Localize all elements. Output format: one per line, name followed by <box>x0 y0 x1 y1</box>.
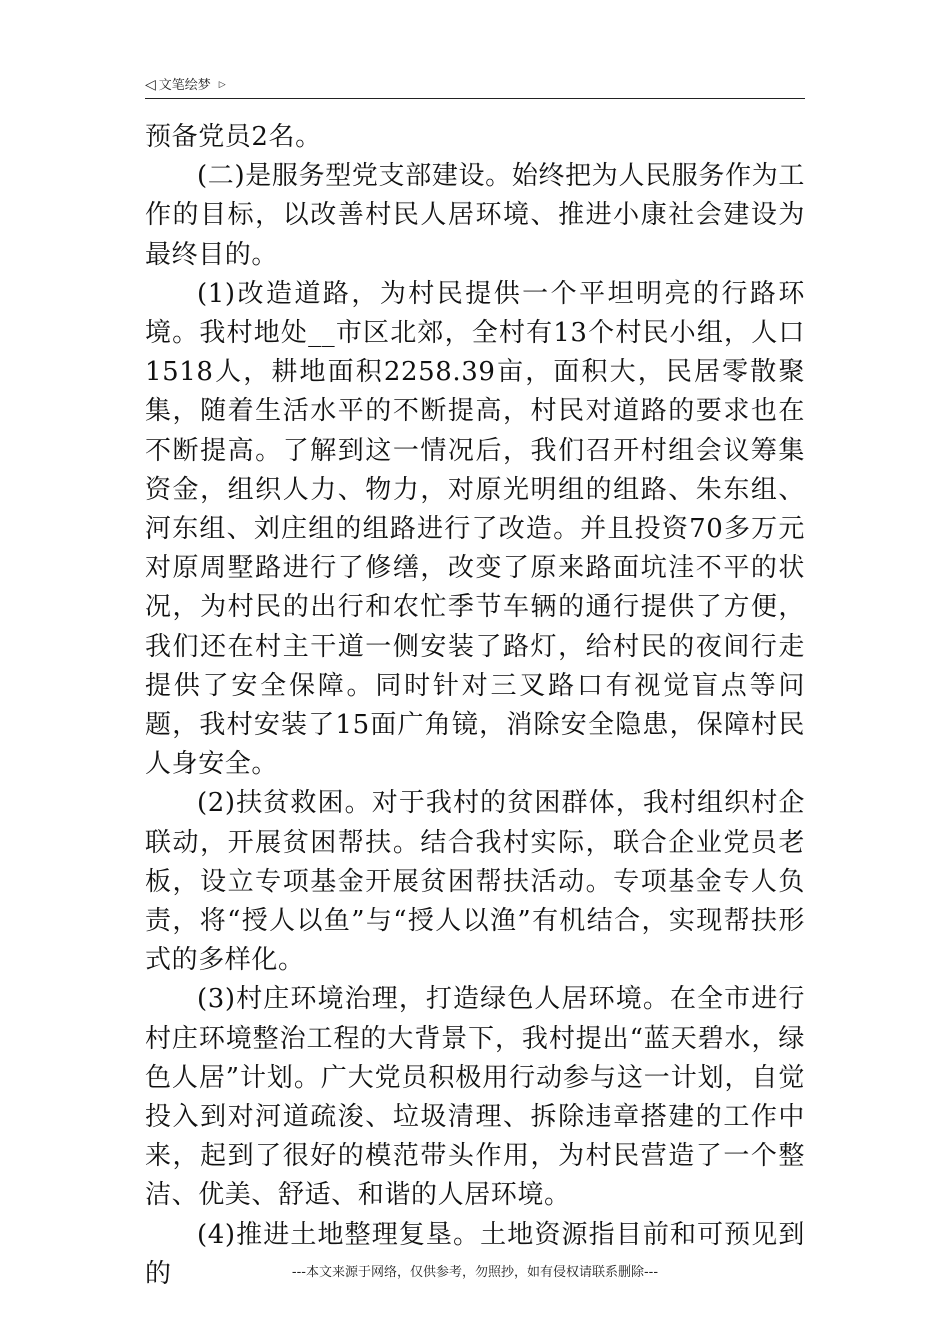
paragraph-land-reclamation: (4)推进土地整理复垦。土地资源指目前和可预见到的 <box>145 1219 805 1289</box>
left-triangle-icon: ◁ <box>145 77 156 93</box>
paragraph-poverty-relief: (2)扶贫救困。对于我村的贫困群体，我村组织村企联动，开展贫困帮扶。结合我村实际，联合企业党员老板，设立专项基金开展贫困帮扶活动。专项基金专人负责，将“授人以鱼”与“授人以渔”有机结合，实现帮扶形式的多样化。 <box>145 788 805 976</box>
paragraph-road-improvement: (1)改造道路，为村民提供一个平坦明亮的行路环境。我村地处__市区北郊，全村有13个村民小组，人口1518人，耕地面积2258.39亩，面积大，民居零散聚集，随着生活水平的不断提高，村民对道路的要求也在不断提高。了解到这一情况后，我们召开村组会议筹集资金，组织人力、物力，对原光明组的组路、朱东组、河东组、刘庄组的组路进行了改造。并且投资70多万元对原周墅路进行了修缮，改变了原来路面坑洼不平的状况，为村民的出行和农忙季节车辆的通行提供了方便，我们还在村主干道一侧安装了路灯，给村民的夜间行走提供了安全保障。同时针对三叉路口有视觉盲点等问题，我村安装了15面广角镜，消除安全隐患，保障村民人身安全。 <box>145 278 805 780</box>
paragraph-service-branch: (二)是服务型党支部建设。始终把为人民服务作为工作的目标，以改善村民人居环境、推进小康社会建设为最终目的。 <box>145 161 805 270</box>
right-triangle-icon: ▷ <box>218 80 226 90</box>
page-footer-disclaimer: ---本文来源于网络，仅供参考，勿照抄，如有侵权请联系删除--- <box>291 1265 659 1280</box>
document-body <box>145 118 805 1294</box>
paragraph-environment: (3)村庄环境治理，打造绿色人居环境。在全市进行村庄环境整治工程的大背景下，我村提出“蓝天碧水，绿色人居”计划。广大党员积极用行动参与这一计划，自觉投入到对河道疏浚、垃圾清理、拆除违章搭建的工作中来，起到了很好的模范带头作用，为村民营造了一个整洁、优美、舒适、和谐的人居环境。 <box>145 984 805 1211</box>
page-header <box>145 74 805 99</box>
paragraph-continuation: 预备党员2名。 <box>145 122 322 152</box>
header-brand: 文笔绘梦 <box>158 78 211 93</box>
